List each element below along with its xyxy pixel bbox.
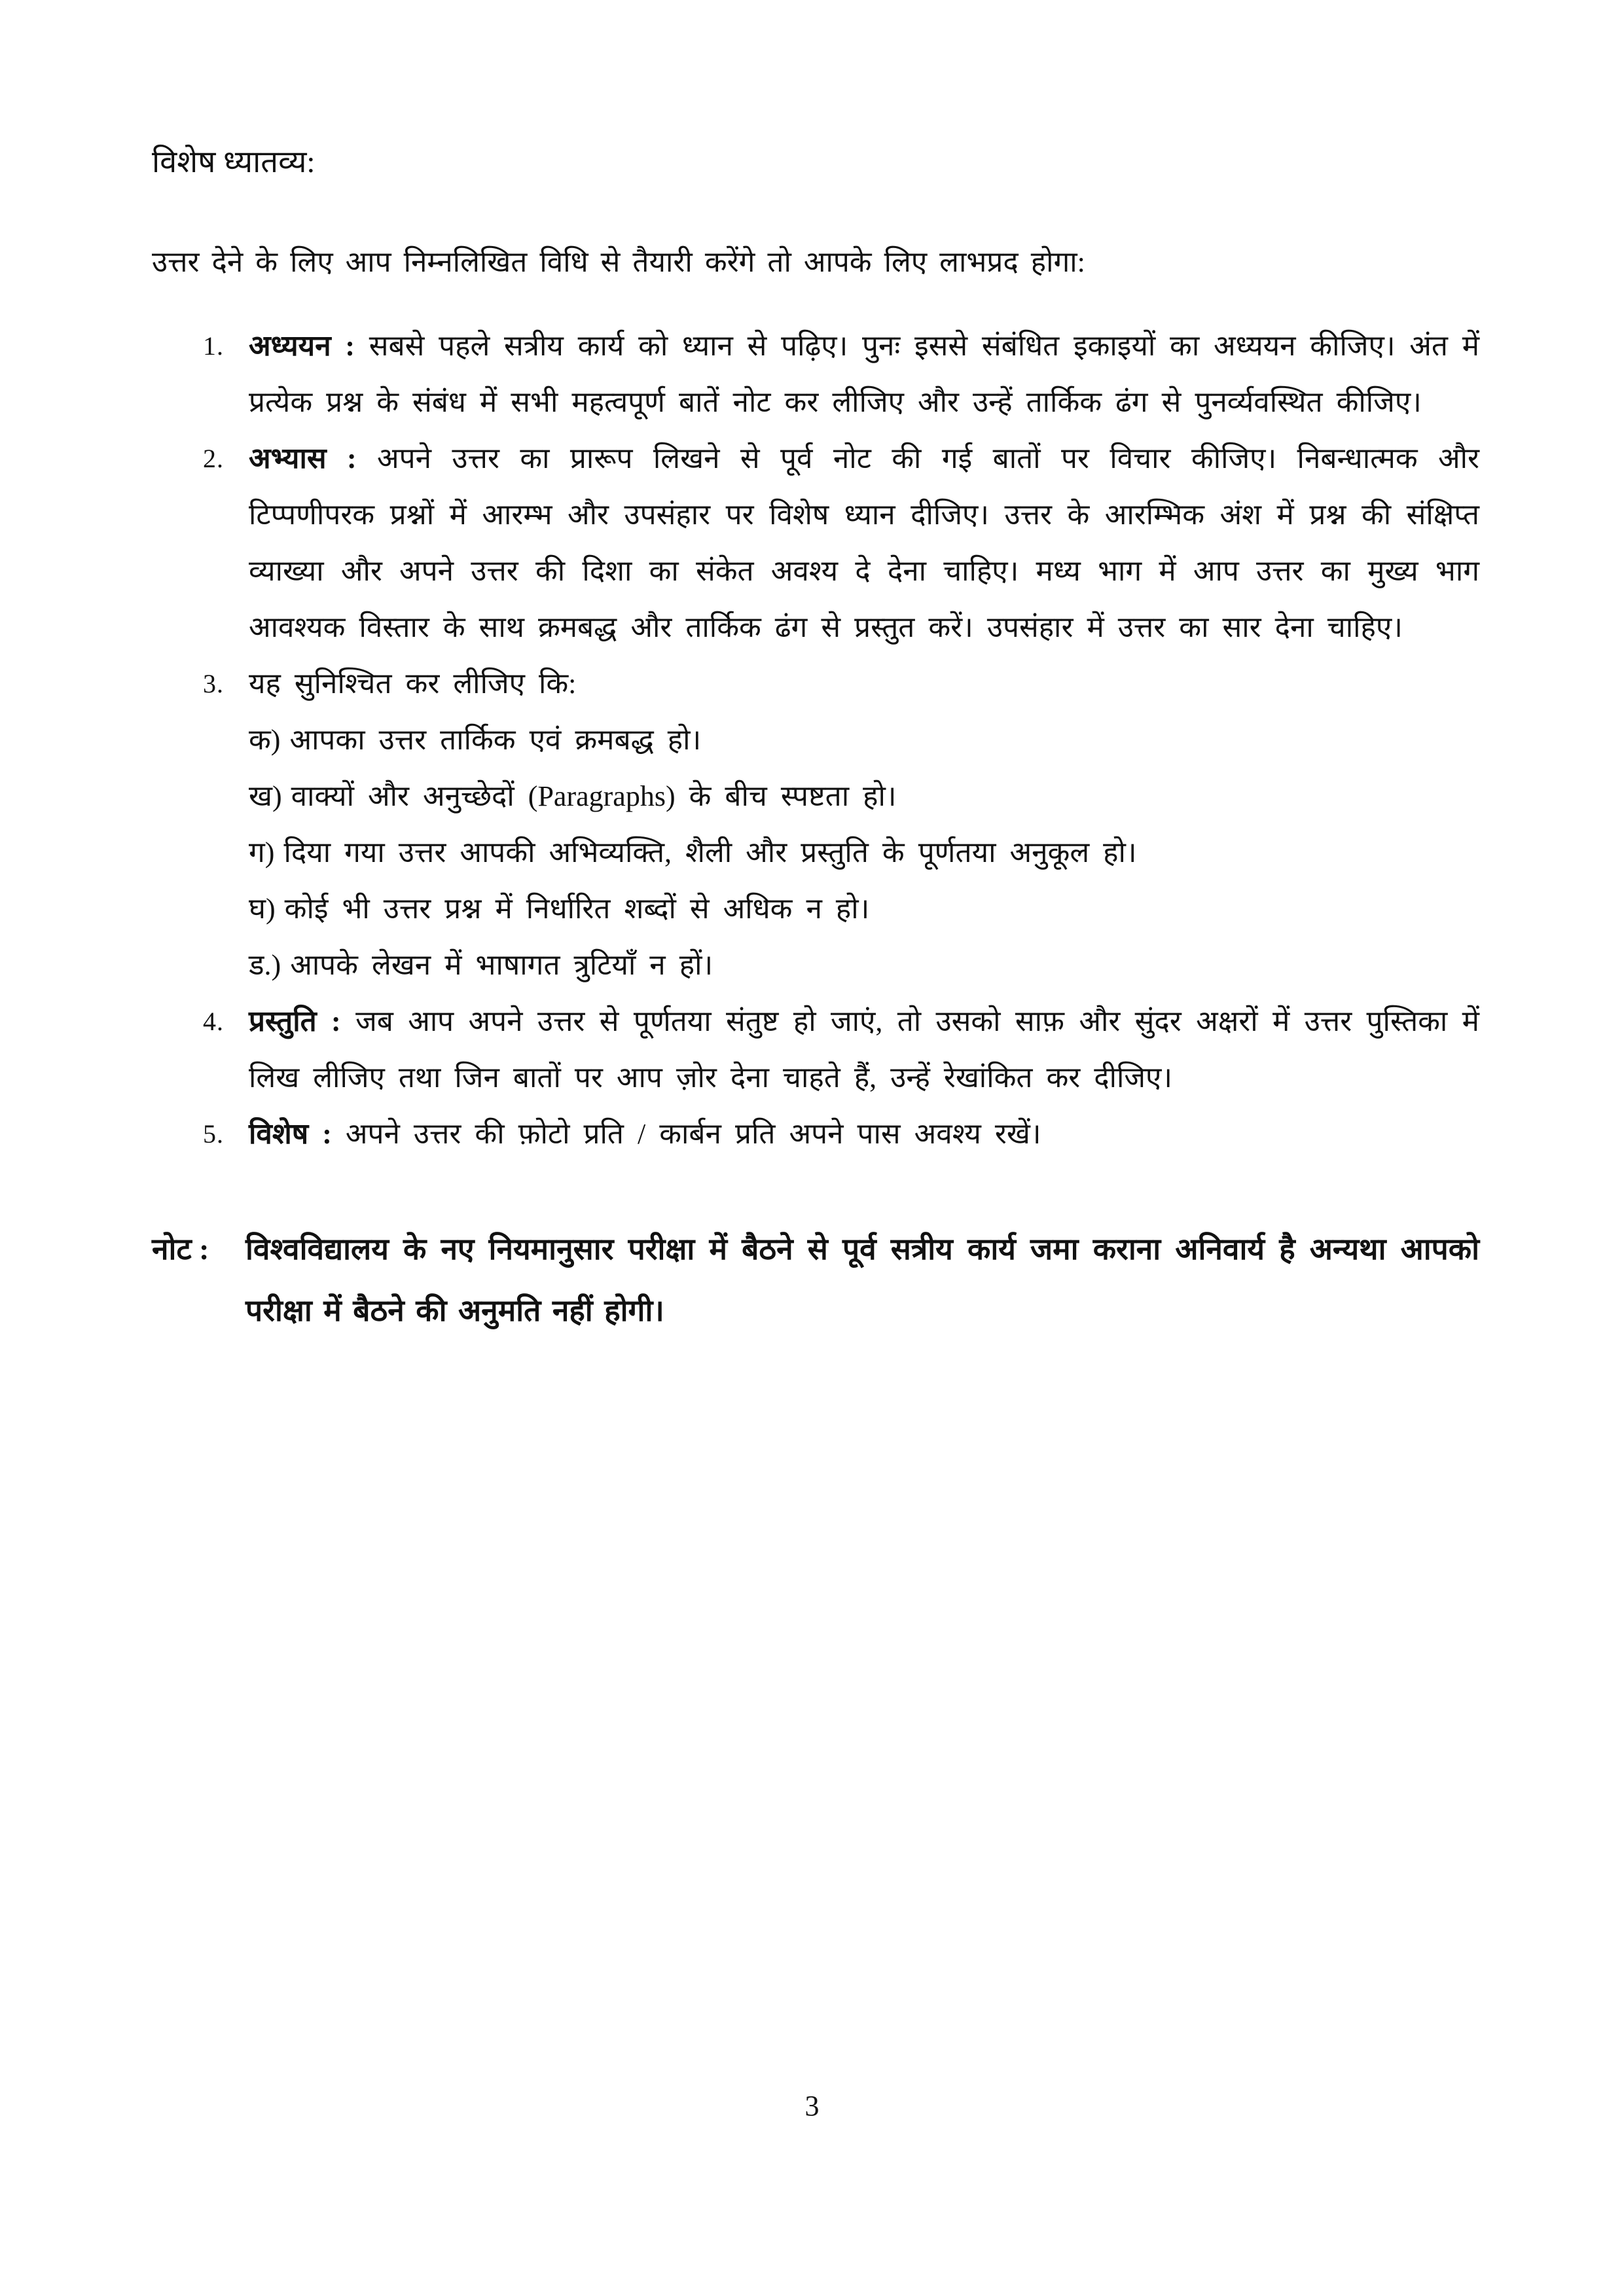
list-item-study: [203, 318, 1479, 431]
subitem-text: आपके लेखन में भाषागत त्रुटियाँ न हों।: [290, 949, 713, 981]
subitem-label: ग): [249, 836, 275, 869]
list-item-checklist: [203, 656, 1479, 994]
note-label: नोट :: [152, 1232, 209, 1266]
item-number: 2.: [203, 444, 224, 473]
item-title: विशेष :: [249, 1118, 332, 1150]
item-title: अध्ययन :: [249, 330, 355, 362]
subitem-ga: [249, 825, 1479, 881]
item-text: अपने उत्तर का प्रारूप लिखने से पूर्व नोट की गई बातों पर विचार कीजिए। निबन्धात्मक और टिप्पणीपरक प्रश्नों में आरम्भ और उपसंहार पर विशेष ध्यान दीजिए। उत्तर के आरम्भिक अंश में प्रश्न की संक्षिप्त व्याख्या और अपने उत्तर की दिशा का संकेत अवश्य दे देना चाहिए। मध्य भाग में आप उत्तर का मुख्य भाग आवश्यक विस्तार के साथ क्रमबद्ध और तार्किक ढंग से प्रस्तुत करें। उपसंहार में उत्तर का सार देना चाहिए।: [249, 442, 1480, 643]
item-title: अभ्यास :: [249, 442, 357, 475]
subitem-label: ड.): [249, 949, 281, 981]
subitem-label: क): [249, 724, 281, 756]
page-content: [152, 143, 1479, 1342]
subitem-label: ख): [249, 780, 282, 812]
subitem-nga: [249, 937, 1479, 994]
item-body: [249, 318, 1479, 431]
list-item-presentation: [203, 994, 1479, 1106]
item-number: 1.: [203, 331, 224, 361]
item-text: सबसे पहले सत्रीय कार्य को ध्यान से पढ़िए। पुनः इससे संबंधित इकाइयों का अध्ययन कीजिए। अंत में प्रत्येक प्रश्न के संबंध में सभी महत्वपूर्ण बातें नोट कर लीजिए और उन्हें तार्किक ढंग से पुनर्व्यवस्थित कीजिए।: [249, 330, 1479, 418]
page-number: 3: [804, 2090, 820, 2122]
item-body: [249, 431, 1479, 656]
subitem-text: वाक्यों और अनुच्छेदों (Paragraphs) के बीच स्पष्टता हो।: [291, 780, 897, 812]
subitem-label: घ): [249, 893, 276, 925]
list-item-practice: [203, 431, 1479, 656]
subitem-kha: [249, 768, 1479, 825]
subitem-text: आपका उत्तर तार्किक एवं क्रमबद्ध हो।: [289, 724, 702, 756]
item-text: जब आप अपने उत्तर से पूर्णतया संतुष्ट हो जाएं, तो उसको साफ़ और सुंदर अक्षरों में उत्तर पुस्तिका में लिख लीजिए तथा जिन बातों पर आप ज़ोर देना चाहते हैं, उन्हें रेखांकित कर दीजिए।: [249, 1005, 1479, 1094]
subitem-gha: [249, 881, 1479, 937]
item-number: 4.: [203, 1007, 224, 1036]
note-section: [152, 1219, 1479, 1342]
list-item-special: [203, 1106, 1479, 1162]
item-body: [249, 1106, 1479, 1162]
subitem-text: कोई भी उत्तर प्रश्न में निर्धारित शब्दों से अधिक न हो।: [284, 893, 870, 925]
instruction-list: [203, 318, 1479, 1162]
checklist-subitems: [249, 712, 1479, 994]
item-title: प्रस्तुति :: [249, 1005, 341, 1037]
item-number: 3.: [203, 669, 224, 698]
item-body: [249, 656, 1479, 994]
intro-paragraph: उत्तर देने के लिए आप निम्नलिखित विधि से तैयारी करेंगे तो आपके लिए लाभप्रद होगा:: [152, 246, 1085, 278]
item-text: यह सुनिश्चित कर लीजिए कि:: [249, 668, 577, 700]
item-body: [249, 994, 1479, 1106]
item-text: अपने उत्तर की फ़ोटो प्रति / कार्बन प्रति अपने पास अवश्य रखें।: [345, 1118, 1041, 1150]
subitem-text: दिया गया उत्तर आपकी अभिव्यक्ति, शैली और प्रस्तुति के पूर्णतया अनुकूल हो।: [283, 836, 1137, 869]
page-heading: विशेष ध्यातव्य:: [152, 145, 316, 179]
note-text: विश्वविद्यालय के नए नियमानुसार परीक्षा में बैठने से पूर्व सत्रीय कार्य जमा कराना अनिवार्य है अन्यथा आपको परीक्षा में बैठने की अनुमति नहीं होगी।: [245, 1232, 1479, 1327]
item-number: 5.: [203, 1119, 224, 1149]
subitem-ka: [249, 712, 1479, 768]
